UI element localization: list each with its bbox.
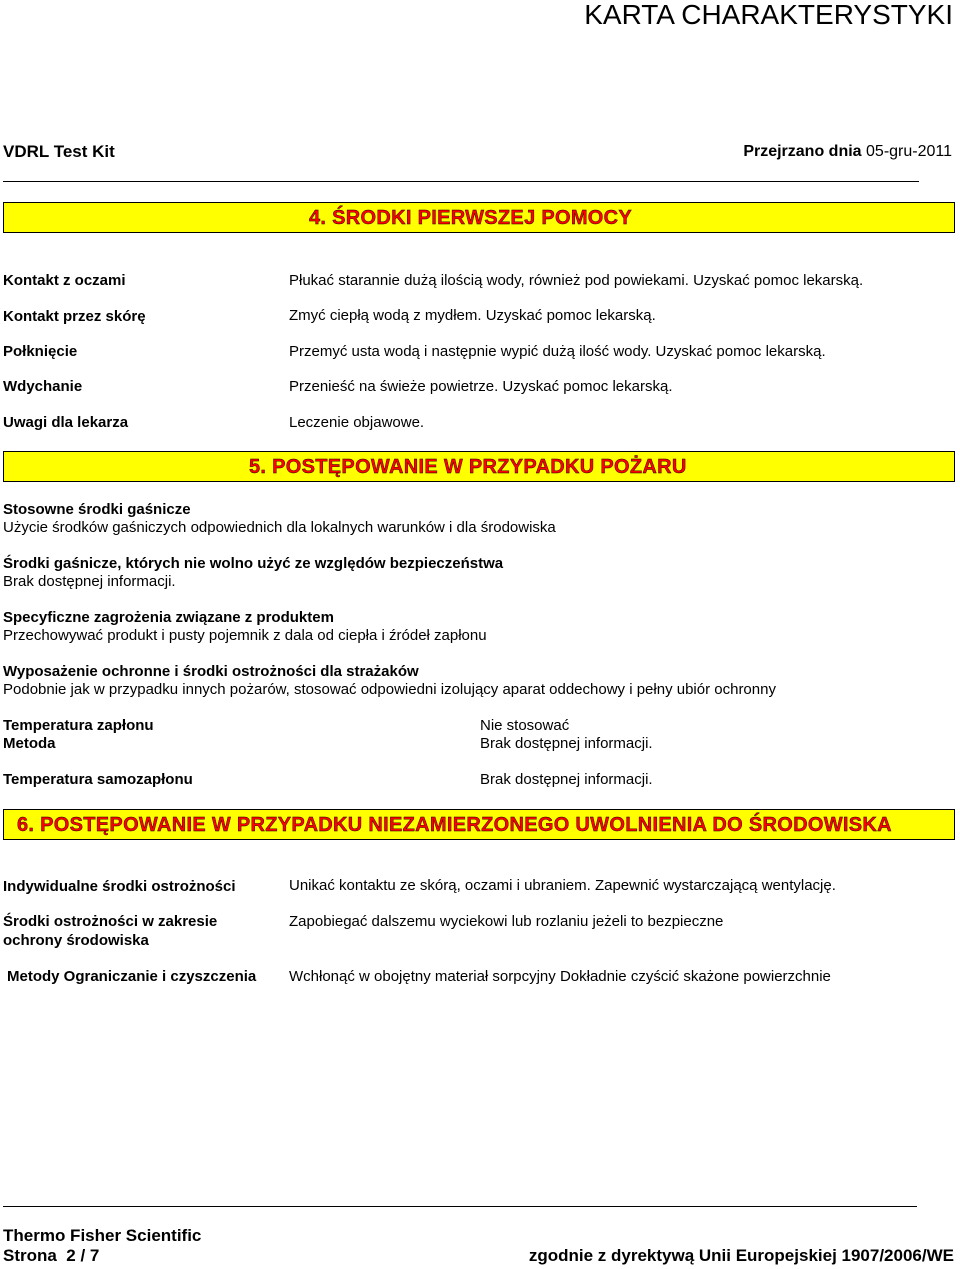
s5-heading-unsuitable: Środki gaśnicze, których nie wolno użyć ze względów bezpieczeństwa — [3, 555, 504, 572]
section4-banner — [3, 202, 955, 233]
footer-regulation: zgodnie z dyrektywą Unii Europejskiej 1907/2006/WE — [528, 1246, 954, 1265]
s5-heading-hazards: Specyficzne zagrożenia związane z produktem — [3, 609, 334, 626]
revision-info — [743, 142, 952, 162]
section6-banner — [3, 809, 955, 840]
s4-value-ingestion: Przemyć usta wodą i następnie wypić dużą ilość wody. Uzyskać pomoc lekarską. — [289, 343, 826, 360]
revision-date: 05-gru-2011 — [866, 143, 952, 160]
s5-label-autoignition: Temperatura samozapłonu — [3, 771, 193, 788]
s4-value-physician: Leczenie objawowe. — [289, 414, 425, 431]
s5-text-hazards: Przechowywać produkt i pusty pojemnik z dala od ciepła i źródeł zapłonu — [3, 627, 487, 644]
s4-label-inhalation: Wdychanie — [3, 378, 83, 395]
s4-label-skin: Kontakt przez skórę — [3, 308, 146, 325]
s5-value-flash-point: Nie stosować — [480, 717, 570, 734]
s5-label-flash-point: Temperatura zapłonu — [3, 717, 154, 734]
header-divider — [3, 181, 919, 182]
footer-company: Thermo Fisher Scientific — [3, 1226, 202, 1245]
section6-title: 6. POSTĘPOWANIE W PRZYPADKU NIEZAMIERZONEGO UWOLNIENIA DO ŚRODOWISKA — [17, 814, 892, 836]
section5-title: 5. POSTĘPOWANIE W PRZYPADKU POŻARU — [249, 456, 687, 478]
s6-value-cleanup: Wchłonąć w obojętny materiał sorpcyjny Dokładnie czyścić skażone powierzchnie — [289, 968, 831, 985]
s6-label-environmental: Środki ostrożności w zakresie ochrony środowiska — [3, 913, 218, 949]
s6-label-personal: Indywidualne środki ostrożności — [3, 878, 236, 895]
section5-banner — [3, 451, 955, 482]
s6-value-environmental: Zapobiegać dalszemu wyciekowi lub rozlaniu jeżeli to bezpieczne — [289, 913, 724, 930]
document-title: KARTA CHARAKTERYSTYKI — [584, 0, 953, 30]
revision-label: Przejrzano dnia — [743, 143, 862, 160]
s4-label-eyes: Kontakt z oczami — [3, 272, 126, 289]
s5-text-extinguishing: Użycie środków gaśniczych odpowiednich dla lokalnych warunków i dla środowiska — [3, 519, 556, 536]
s4-value-skin: Zmyć ciepłą wodą z mydłem. Uzyskać pomoc lekarską. — [289, 307, 656, 324]
s6-value-personal: Unikać kontaktu ze skórą, oczami i ubraniem. Zapewnić wystarczającą wentylację. — [289, 877, 836, 894]
s5-label-method: Metoda — [3, 735, 56, 752]
s4-label-ingestion: Połknięcie — [3, 343, 78, 360]
s4-label-physician: Uwagi dla lekarza — [3, 414, 129, 431]
s6-label-cleanup: Metody Ograniczanie i czyszczenia — [7, 968, 257, 985]
footer-page-number: Strona 2 / 7 — [3, 1246, 100, 1265]
section4-title: 4. ŚRODKI PIERWSZEJ POMOCY — [309, 207, 633, 229]
s4-value-inhalation: Przenieść na świeże powietrze. Uzyskać pomoc lekarską. — [289, 378, 673, 395]
s5-value-autoignition: Brak dostępnej informacji. — [480, 771, 653, 788]
s5-text-firefighters: Podobnie jak w przypadku innych pożarów, stosować odpowiedni izolujący aparat oddechowy i pełny ubiór ochronny — [3, 681, 776, 698]
s4-value-eyes: Płukać starannie dużą ilością wody, również pod powiekami. Uzyskać pomoc lekarską. — [289, 272, 864, 289]
s5-heading-firefighters: Wyposażenie ochronne i środki ostrożności dla strażaków — [3, 663, 419, 680]
s5-text-unsuitable: Brak dostępnej informacji. — [3, 573, 176, 590]
footer-divider — [3, 1206, 917, 1207]
s5-value-method: Brak dostępnej informacji. — [480, 735, 653, 752]
product-name: VDRL Test Kit — [3, 142, 115, 161]
s5-heading-extinguishing: Stosowne środki gaśnicze — [3, 501, 191, 518]
